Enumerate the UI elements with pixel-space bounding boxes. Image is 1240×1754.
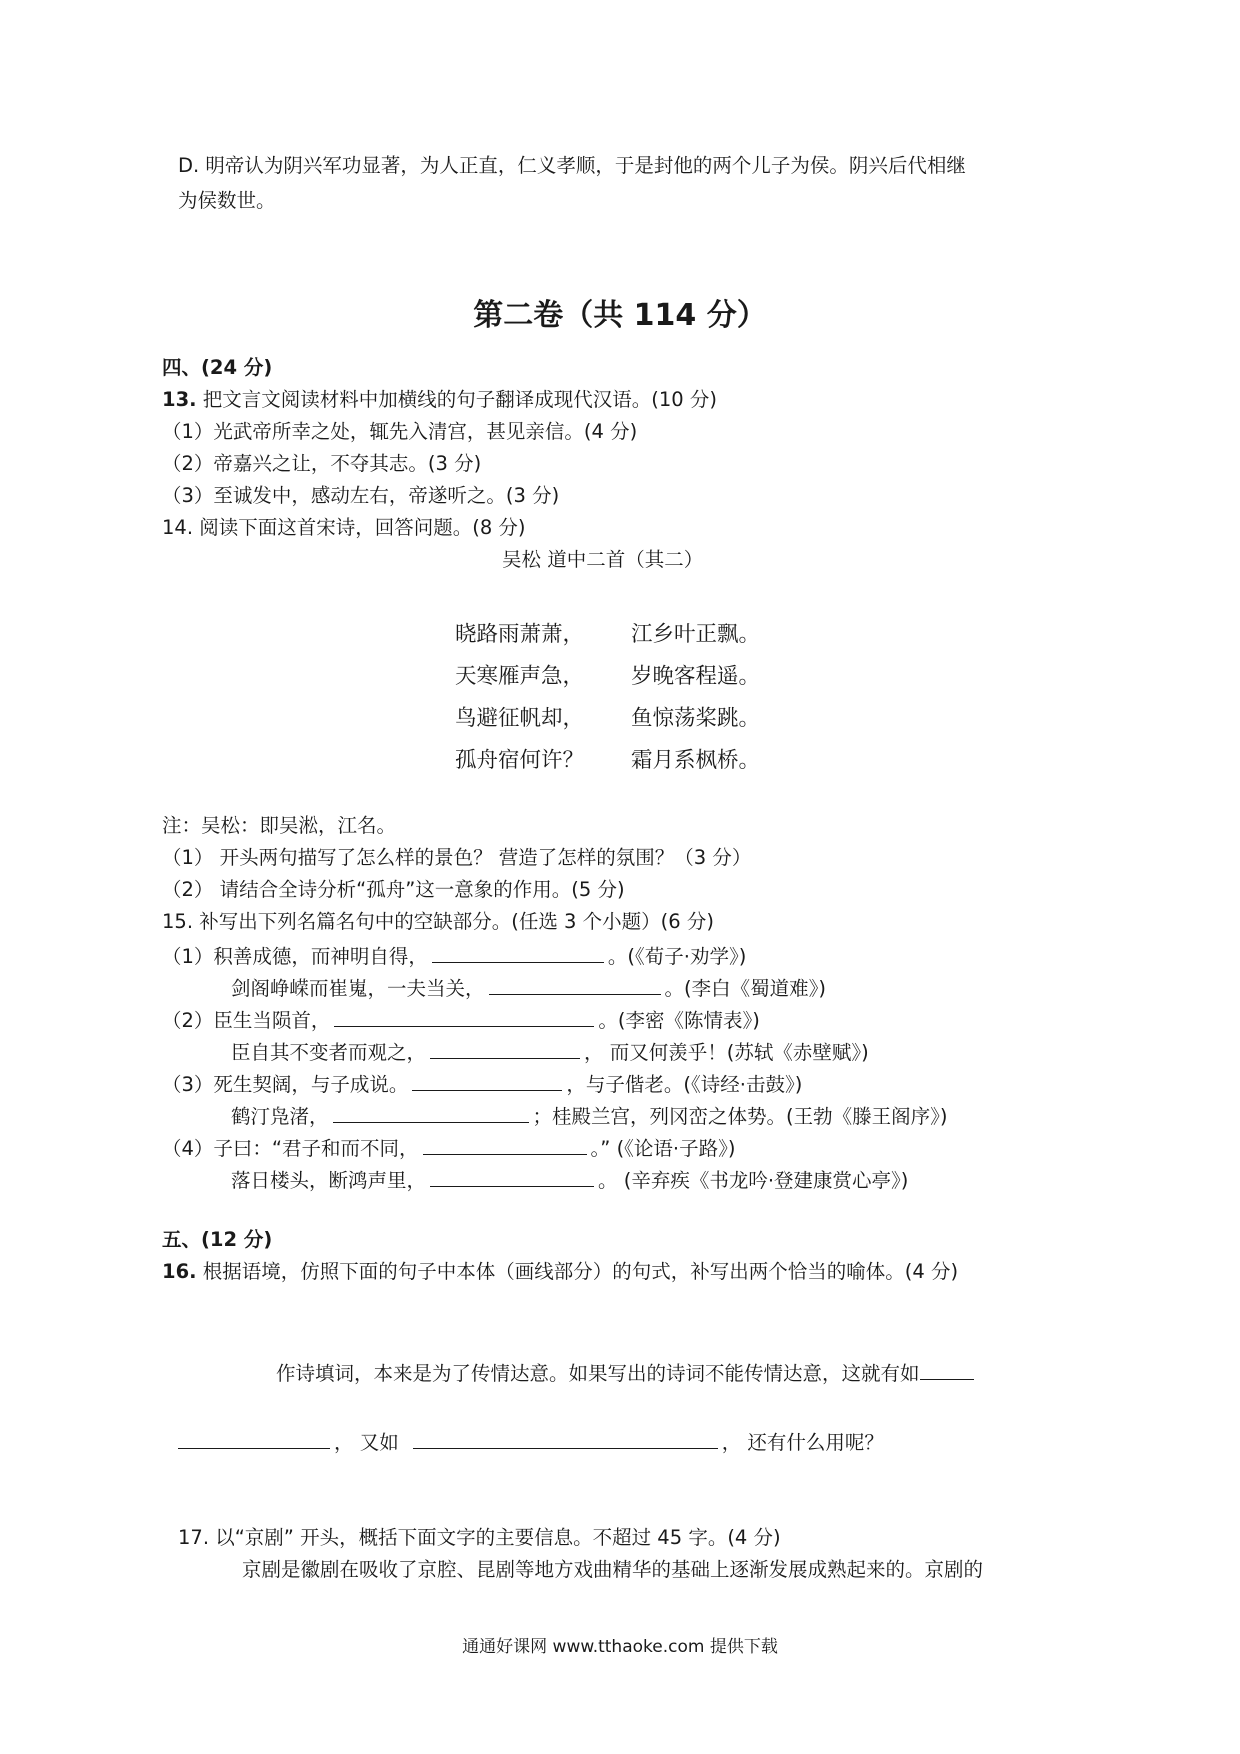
answer-blank[interactable] (430, 1164, 594, 1187)
answer-blank[interactable] (920, 1357, 974, 1380)
section-five-heading: 五、(12 分) (162, 1228, 273, 1251)
question-13-1: （1）光武帝所幸之处，辄先入清宫，甚见亲信。(4 分) (162, 420, 638, 443)
poem-line: 孤舟宿何许？ 霜月系枫桥。 (455, 748, 761, 773)
question-number: 13. (162, 388, 197, 411)
poem-line: 晓路雨萧萧， 江乡叶正飘。 (455, 622, 761, 647)
poem-note: 注：吴松：即吴淞，江名。 (162, 814, 397, 837)
question-17-passage: 京剧是徽剧在吸收了京腔、昆剧等地方戏曲精华的基础上逐渐发展成熟起来的。京剧的 (242, 1558, 984, 1581)
question-16-context: 作诗填词，本来是为了传情达意。如果写出的诗词不能传情达意，这就有如 (276, 1357, 978, 1388)
answer-blank[interactable] (489, 972, 661, 995)
question-15-3b: 鹤汀凫渚， ；桂殿兰宫，列冈峦之体势。(王勃《滕王阁序》) (231, 1100, 947, 1131)
answer-blank[interactable] (333, 1100, 529, 1123)
question-15-1b: 剑阁峥嵘而崔嵬，一夫当关， 。(李白《蜀道难》) (231, 972, 826, 1003)
question-text: 根据语境，仿照下面的句子中本体（画线部分）的句式，补写出两个恰当的喻体。(4 分) (202, 1260, 959, 1283)
option-d-line1: D. 明帝认为阴兴军功显著，为人正直，仁义孝顺，于是封他的两个儿子为侯。阴兴后代相继 (178, 154, 966, 177)
question-15-4b: 落日楼头，断鸿声里， 。 (辛弃疾《书龙吟·登建康赏心亭》) (231, 1164, 908, 1195)
question-15-3a: （3）死生契阔，与子成说。 ，与子偕老。(《诗经·击鼓》) (162, 1068, 802, 1099)
answer-blank[interactable] (423, 1132, 587, 1155)
question-16 (162, 1258, 958, 1286)
answer-blank[interactable] (430, 1036, 580, 1059)
question-15-4a: （4）子曰：“君子和而不同， 。” (《论语·子路》) (162, 1132, 735, 1163)
answer-blank[interactable] (334, 1004, 594, 1027)
poem-line: 天寒雁声急， 岁晚客程遥。 (455, 664, 761, 689)
question-15-2a: （2）臣生当陨首， 。(李密《陈情表》) (162, 1004, 760, 1035)
question-13 (162, 386, 717, 414)
question-17: 17. 以“京剧” 开头，概括下面文字的主要信息。不超过 45 字。(4 分) (178, 1526, 781, 1549)
poem-title: 吴松 道中二首（其二） (502, 548, 704, 571)
question-15: 15. 补写出下列名篇名句中的空缺部分。(任选 3 个小题）(6 分) (162, 910, 714, 933)
question-14-2: （2） 请结合全诗分析“孤舟”这一意象的作用。(5 分) (162, 878, 625, 901)
footer-watermark: 通通好课网 www.tthaoke.com 提供下载 (462, 1637, 778, 1657)
answer-blank[interactable] (412, 1068, 562, 1091)
question-14-1: （1） 开头两句描写了怎么样的景色？ 营造了怎样的氛围？（3 分） (162, 846, 752, 869)
question-14: 14. 阅读下面这首宋诗，回答问题。(8 分) (162, 516, 526, 539)
poem-line: 鸟避征帆却， 鱼惊荡桨跳。 (455, 706, 761, 731)
section-four-heading: 四、(24 分) (162, 356, 273, 379)
answer-blank[interactable] (413, 1426, 718, 1449)
section-title: 第二卷（共 114 分） (473, 298, 767, 333)
answer-blank[interactable] (432, 940, 604, 963)
option-d-line2: 为侯数世。 (178, 189, 276, 212)
question-text: 把文言文阅读材料中加横线的句子翻译成现代汉语。(10 分) (202, 388, 717, 411)
question-16-blanks: ， 又如 ， 还有什么用呢？ (178, 1426, 884, 1457)
question-13-3: （3）至诚发中，感动左右，帝遂听之。(3 分) (162, 484, 560, 507)
question-number: 16. (162, 1260, 197, 1283)
question-13-2: （2）帝嘉兴之让，不夺其志。(3 分) (162, 452, 482, 475)
answer-blank[interactable] (178, 1426, 330, 1449)
question-15-1a: （1）积善成德，而神明自得， 。(《荀子·劝学》) (162, 940, 746, 971)
question-15-2b: 臣自其不变者而观之， ， 而又何羡乎！(苏轼《赤壁赋》) (231, 1036, 869, 1067)
